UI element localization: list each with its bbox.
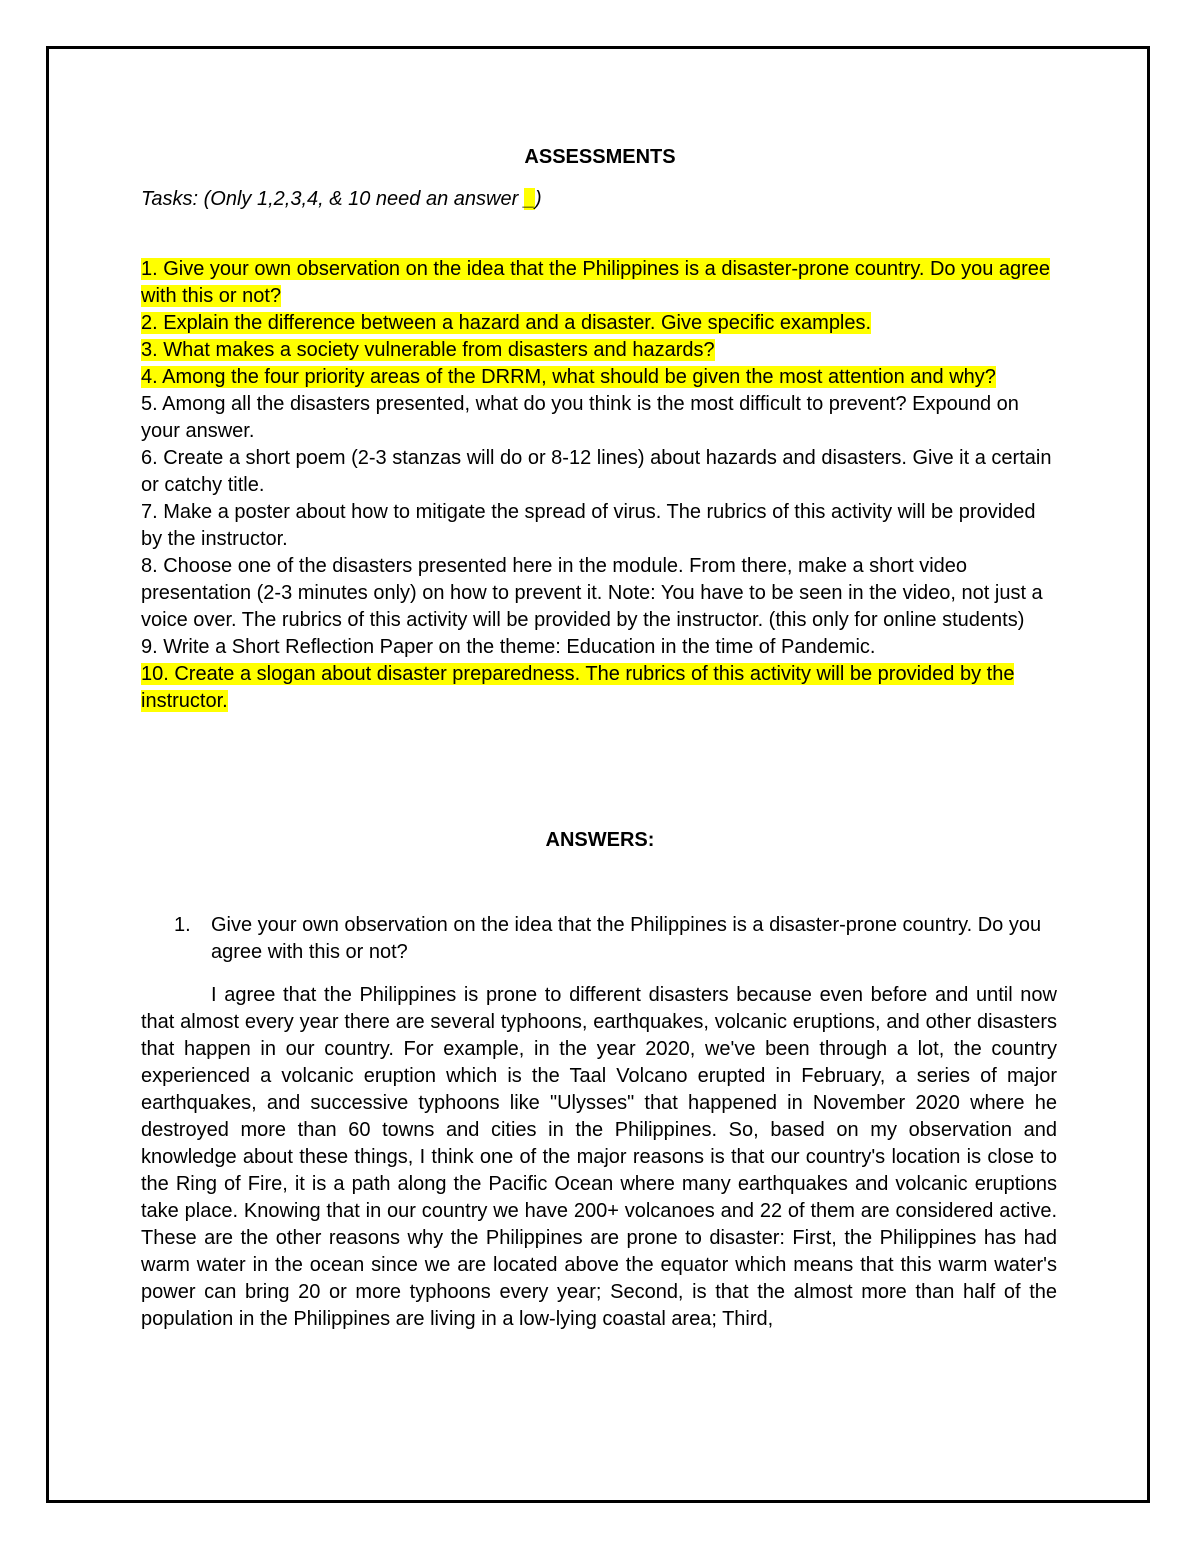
task-item [141, 256, 1061, 310]
answer-question [174, 912, 1054, 966]
answer-question-text: Give your own observation on the idea that the Philippines is a disaster-prone country. Do you agree with this or not? [211, 914, 1042, 963]
task-text: 8. Choose one of the disasters presented here in the module. From there, make a short video presentation (2-3 minutes only) on how to prevent it. Note: You have to be seen in the video, not just a voice over. The rubrics of this activity will be provided by the instructor. (this only for online students) [141, 555, 1043, 631]
task-text: 6. Create a short poem (2-3 stanzas will do or 8-12 lines) about hazards and disasters. Give it a certain or catchy title. [141, 447, 1052, 496]
task-item [141, 634, 1061, 661]
task-item [141, 661, 1061, 715]
task-item [141, 499, 1061, 553]
task-list [141, 256, 1061, 715]
task-item [141, 391, 1061, 445]
task-text: 5. Among all the disasters presented, what do you think is the most difficult to prevent? Expound on your answer. [141, 393, 1019, 442]
task-text: 2. Explain the difference between a hazard and a disaster. Give specific examples. [141, 312, 872, 334]
tasks-note [141, 186, 542, 212]
task-item [141, 310, 1061, 337]
answer-body: I agree that the Philippines is prone to different disasters because even before and until now that almost every year there are several typhoons, earthquakes, volcanic eruptions, and other disasters that happen in our country. For example, in the year 2020, we've been through a lot, the country experienced a volcanic eruption which is the Taal Volcano erupted in February, a series of major earthquakes, and successive typhoons like "Ulysses" that happened in November 2020 where he destroyed more than 60 towns and cities in the Philippines. So, based on my observation and knowledge about these things, I think one of the major reasons is that our country's location is close to the Ring of Fire, it is a path along the Pacific Ocean where many earthquakes and volcanic eruptions take place. Knowing that in our country we have 200+ volcanoes and 22 of them are considered active. These are the other reasons why the Philippines are prone to disaster: First, the Philippines has had warm water in the ocean since we are located above the equator which means that this warm water's power can bring 20 or more typhoons every year; Second, is that the almost more than half of the population in the Philippines are living in a low-lying coastal area; Third, [141, 984, 1057, 1330]
task-text: 4. Among the four priority areas of the DRRM, what should be given the most attention and why? [141, 366, 996, 388]
task-item [141, 337, 1061, 364]
task-text: 9. Write a Short Reflection Paper on the theme: Education in the time of Pandemic. [141, 636, 876, 658]
answer-number: 1. [174, 914, 191, 936]
task-item [141, 445, 1061, 499]
task-item [141, 553, 1061, 634]
page-title: ASSESSMENTS [524, 146, 676, 168]
task-text: 1. Give your own observation on the idea that the Philippines is a disaster-prone country. Do you agree with this or not? [141, 258, 1051, 307]
task-text: 7. Make a poster about how to mitigate the spread of virus. The rubrics of this activity will be provided by the instructor. [141, 501, 1036, 550]
answers-title: ANSWERS: [545, 829, 655, 851]
task-text: 3. What makes a society vulnerable from disasters and hazards? [141, 339, 715, 361]
tasks-note-highlight: _ [523, 188, 535, 210]
tasks-note-text: Tasks: (Only 1,2,3,4, & 10 need an answer [141, 188, 524, 210]
tasks-note-close: ) [534, 188, 542, 210]
task-text: 10. Create a slogan about disaster preparedness. The rubrics of this activity will be provided by the instructor. [141, 663, 1015, 712]
task-item [141, 364, 1061, 391]
